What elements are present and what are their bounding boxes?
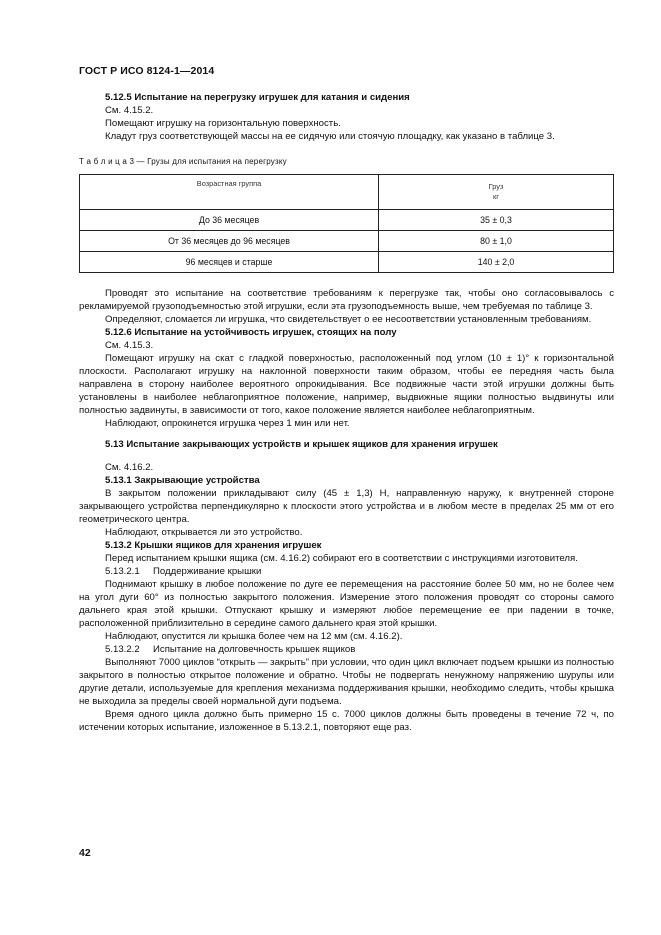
subsection-heading-5-13-2-2: 5.13.2.2 Испытание на долговечность крышек ящиков	[105, 644, 356, 655]
section-reference: См. 4.15.3.	[105, 340, 154, 351]
page-number: 42	[79, 847, 91, 859]
cell-load: 35 ± 0,3	[379, 210, 614, 231]
page-content	[79, 91, 614, 734]
document-header: ГОСТ Р ИСО 8124-1—2014	[79, 65, 215, 77]
table-row	[80, 231, 614, 252]
cell-age: От 36 месяцев до 96 месяцев	[80, 231, 379, 252]
cell-age: До 36 месяцев	[80, 210, 379, 231]
table-row	[80, 210, 614, 231]
column-header-load-label: Груз	[488, 182, 504, 191]
section-reference: См. 4.16.2.	[105, 462, 154, 473]
table-caption: Т а б л и ц а 3 — Грузы для испытания на перегрузку	[79, 157, 287, 166]
paragraph: Время одного цикла должно быть примерно 15 с. 7000 циклов должны быть проведены в течение 72 ч, по истечении которых испытание, изложенное в 5.13.2.1, повторяют еще раз.	[79, 709, 614, 733]
paragraph: Поднимают крышку в любое положение по дуге ее перемещения на расстояние более 50 мм, но не более чем на угол дуги 60° из полностью закрытого положения. Измерение этого положения проводят со стороны самого дальнего края этой крышки. Отпускают крышку и измеряют любое перемещение ее при падении в точке, расположенной приблизительно в середине самого дальнего края этой крышки.	[79, 579, 614, 629]
paragraph: В закрытом положении прикладывают силу (45 ± 1,3) Н, направленную наружу, к внутренней стороне закрывающего устройства перпендикулярно к плоскости этого устройства и в любом месте в пределах 25 мм от его геометрического центра.	[79, 488, 614, 525]
table-header-row	[80, 175, 614, 210]
section-heading-5-13-2: 5.13.2 Крышки ящиков для хранения игрушек	[105, 540, 322, 551]
section-heading-5-13: 5.13 Испытание закрывающих устройств и крышек ящиков для хранения игрушек	[105, 439, 498, 450]
paragraph: Определяют, сломается ли игрушка, что свидетельствует о ее несоответствии установленным требованиям.	[105, 314, 592, 325]
paragraph: Выполняют 7000 циклов “открыть — закрыть” при условии, что один цикл включает подъем крышки из полностью закрытого в полностью открытое положение и обратно. Чтобы не подвергать ненужному напряжению шурупы или другие детали, используемые для крепления механизма поддерживания крышки, необходимо следить, чтобы крышка не выходила за пределы своей нормальной дуги подъема.	[79, 657, 614, 707]
paragraph: Наблюдают, опрокинется игрушка через 1 мин или нет.	[105, 418, 350, 429]
table-row	[80, 252, 614, 273]
column-header-age-group: Возрастная группа	[80, 175, 379, 210]
paragraph: Помещают игрушку на скат с гладкой поверхностью, расположенный под углом (10 ± 1)° к горизонтальной плоскости. Располагают игрушку на наклонной поверхности таким образом, чтобы ее передняя часть была направлена в сторону наиболее вероятного опрокидывания. Все подвижные части этой игрушки должны быть установлены в наиболее неблагоприятное положение, например, выдвижные ящики полностью выдвинуты или полностью задвинуты, в зависимости от того, какое положение является наиболее неблагоприятным.	[79, 353, 614, 416]
paragraph: Наблюдают, открывается ли это устройство.	[105, 527, 303, 538]
cell-age: 96 месяцев и старше	[80, 252, 379, 273]
section-heading-5-12-5: 5.12.5 Испытание на перегрузку игрушек для катания и сидения	[105, 92, 410, 103]
paragraph: Наблюдают, опустится ли крышка более чем на 12 мм (см. 4.16.2).	[105, 631, 403, 642]
paragraph: Кладут груз соответствующей массы на ее сидячую или стоячую площадку, как указано в таблице 3.	[105, 131, 555, 142]
column-header-load-unit: кг	[493, 192, 499, 201]
section-heading-5-13-1: 5.13.1 Закрывающие устройства	[105, 475, 260, 486]
cell-load: 80 ± 1,0	[379, 231, 614, 252]
paragraph: Проводят это испытание на соответствие требованиям к перегрузке так, чтобы оно согласовывалось с рекламируемой грузоподъемностью этой игрушки, если эта грузоподъемность выше, чем требуемая по таблице 3.	[79, 288, 614, 312]
subsection-heading-5-13-2-1: 5.13.2.1 Поддерживание крышки	[105, 566, 262, 577]
column-header-load	[379, 175, 614, 210]
load-table	[79, 174, 614, 273]
section-heading-5-12-6: 5.12.6 Испытание на устойчивость игрушек, стоящих на полу	[105, 327, 397, 338]
section-reference: См. 4.15.2.	[105, 105, 154, 116]
paragraph: Перед испытанием крышки ящика (см. 4.16.2) собирают его в соответствии с инструкциями изготовителя.	[105, 553, 578, 564]
cell-load: 140 ± 2,0	[379, 252, 614, 273]
paragraph: Помещают игрушку на горизонтальную поверхность.	[105, 118, 341, 129]
